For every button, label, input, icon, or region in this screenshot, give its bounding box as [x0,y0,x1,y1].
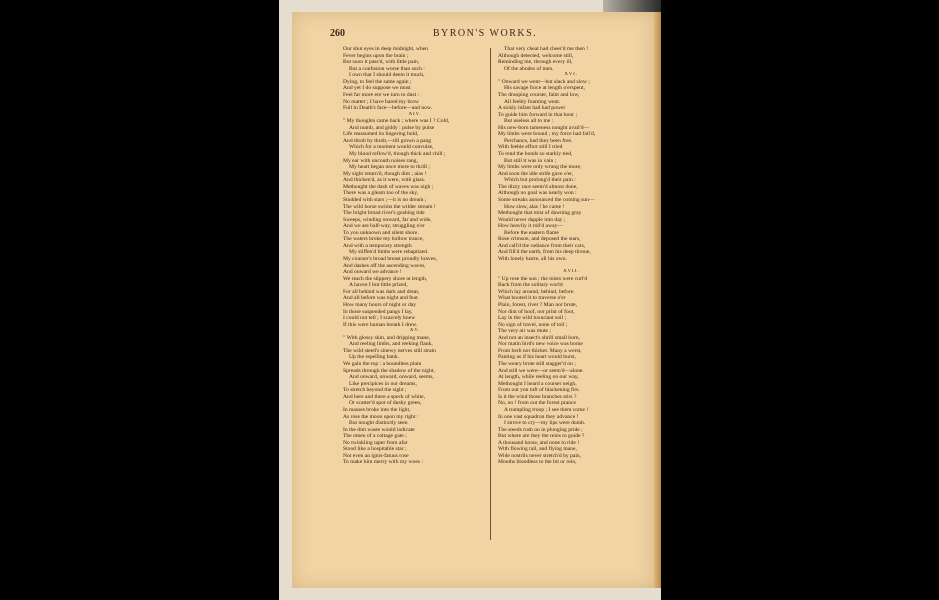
verse-line: But nought distinctly seen [349,420,408,427]
verse-line: A sickly infant had had power [498,105,566,112]
verse-line: How many hours of night or day [343,301,417,308]
verse-line: Methought the dash of waves was nigh ; [343,183,434,190]
verse-line: From out yon tuft of blackening firs. [498,387,580,394]
stanza-number: XV. [409,328,421,334]
verse-line: And call'd the radiance from their cars, [498,242,586,249]
verse-line: Which lay around, behind, before. [498,288,575,295]
verse-line: How heavily it roll'd away— [498,223,564,230]
verse-line: And with a temporary strength [343,242,412,249]
verse-line: My blood reflow'd, though thick and chill ; [349,151,446,157]
verse-line: If this were human breath I drew. [343,321,418,328]
verse-line: Panting as if his heart would burst, [498,354,576,361]
verse-line: In masses broke into the light, [343,406,411,413]
verse-line: Mouths bloodless to the bit or rein, [498,459,577,466]
verse-line: I could not tell ; I scarcely knew [343,315,416,322]
verse-line: And numb, and giddy : pulse by pulse [349,124,435,131]
verse-line: Nor dint of hoof, nor print of foot, [498,308,575,315]
verse-line: My sight return'd, though dim ; alas ! [343,170,427,177]
page-header [330,28,640,42]
verse-line: And yet I do suppose we must [343,85,411,92]
verse-line: His savage force at length o'erspent, [504,85,585,92]
verse-line: Stood like a hospitable star ; [343,446,407,453]
verse-line: Which for a moment would convulse, [349,144,434,151]
verse-line: And all before was night and fear. [343,295,419,302]
stanza-number: XVII. [563,269,579,275]
verse-line: The weary brute still stagger'd on ; [498,361,576,367]
verse-line: With flowing tail, and flying mane, [498,446,577,453]
verse-line: The bright broad river's gushing tide [343,210,425,217]
verse-line: To stretch beyond the sight ; [343,387,407,394]
verse-line: But soon it pass'd, with little pain, [343,59,420,66]
verse-line: No sign of travel, none of toil ; [498,321,568,328]
verse-line: In those suspended pangs I lay, [343,308,413,315]
verse-line: But still it was in vain ; [504,157,557,164]
verse-line: " Onward we went—but slack and slow ; [498,78,590,85]
verse-line: Although no goal was nearly won : [498,190,577,197]
verse-line: My stiffen'd limbs were rebaptized. [349,249,429,256]
verse-line: And reeling limbs, and reeking flank, [349,341,433,348]
verse-line: That very cheat had cheer'd me then ! [504,46,589,52]
verse-line: Full in Death's face—before—and now. [343,105,433,112]
verse-line: " With glossy skin, and dripping mane, [343,334,431,341]
verse-line: But where are they the reins to guide ? [498,433,585,440]
verse-line: Of the abodes of men. [504,65,554,72]
verse-line: There was a gleam too of the sky, [343,190,419,197]
verse-line: As rose the moon upon my right : [343,413,419,420]
page-number: 260 [330,28,345,39]
verse-line: Back from the solitary world [498,282,563,289]
verse-line: We reach the slippery shore at length, [343,275,428,282]
verse-line: Fever begins upon the brain ; [343,52,409,59]
verse-line: The drooping courser, faint and low, [498,91,580,98]
verse-line: No twinkling taper from afar [343,439,408,446]
verse-line: To make him merry with my woes : [343,459,423,466]
verse-line: But useless all to me : [504,118,554,125]
verse-line: I strove to cry—my lips were dumb. [504,420,586,427]
verse-line: Methought that mist of dawning gray [498,210,582,217]
verse-line: My limbs were only wrung the more, [498,164,582,171]
verse-line: A trampling troop ; I see them come ! [504,406,589,413]
verse-line: What booted it to traverse o'er [498,295,566,302]
verse-line: Before the eastern flame [504,229,559,236]
verse-line: Life reassumed its lingering hold, [343,131,419,138]
verse-line: Rose crimson, and deposed the stars, [498,236,581,243]
verse-line: Studded with stars ;—it is no dream ; [343,196,427,203]
verse-line: Plain, forest, river ? Man nor brute, [498,301,578,308]
verse-line: And dashes off the ascending waves, [343,262,426,269]
verse-line: No, no ! from out the forest prance [498,400,576,407]
verse-line: Like precipices in our dreams, [349,380,417,387]
verse-line: Our shut eyes in deep midnight, when [343,46,428,52]
verse-line: The dizzy race seem'd almost done, [498,183,578,190]
verse-line: Or scatter'd spot of dusky green, [349,400,422,407]
verse-line: And onward, onward, onward, seems, [349,374,434,381]
verse-line: My heart began once more to thrill ; [349,164,430,171]
verse-line: Lay in the wild luxuriant soil ; [498,315,567,322]
verse-line: At length, while reeling on our way, [498,374,579,381]
verse-line: My limbs were bound ; my force had fail'd, [498,131,596,138]
verse-line: To rend the bonds so starkly tied, [498,151,573,157]
verse-line: The steeds rush on in plunging pride ; [498,426,583,433]
verse-line: Would never dapple into day ; [498,216,566,223]
verse-line: The omen of a cottage gate ; [343,433,407,440]
verse-line: The waters broke my hollow trance, [343,236,424,243]
verse-line: From herb nor thicket. Many a werst, [498,347,582,354]
verse-line: The wild steed's sinewy nerves still strain [343,347,436,354]
verse-line: Methought I heard a courser neigh, [498,380,577,387]
verse-line: In one vast squadron they advance ! [498,413,579,420]
verse-line: And thicken'd, as it were, with glass. [343,177,426,184]
verse-line: And onward we advance ! [343,269,402,276]
verse-line: And here and there a speck of white, [343,393,426,400]
verse-line: To you unknown and silent shore. [343,229,419,236]
verse-line: Spreads through the shadow of the night, [343,367,435,374]
verse-line: And still we were—or seem'd—alone. [498,367,584,374]
verse-line: With feeble effort still I tried [498,144,563,151]
verse-line: A haven I but little prized, [349,282,408,289]
verse-line: Not even an ignis-fatuus rose [343,452,409,459]
column-divider [490,48,491,540]
verse-line: And not an insect's shrill small horn, [498,334,580,341]
verse-line: Dying, to feel the same again ; [343,78,412,85]
verse-line: Although detected, welcome still, [498,52,574,59]
verse-line: And we are half-way, struggling o'er [343,223,425,230]
verse-line: And soon the idle strife gave o'er, [498,170,574,177]
verse-line: A thousand horse, and none to ride ! [498,439,580,446]
stanza-number: XVI. [564,72,578,78]
verse-line: His new-born tameness nought avail'd— [498,124,590,131]
verse-line: " My thoughts came back ; where was I ? Cold, [343,118,450,125]
verse-line: To guide him forward in that hour ; [498,111,577,118]
verse-line: With lonely lustre, all his own. [498,256,567,262]
verse-line: For all behind was dark and drear, [343,288,420,295]
verse-line: All feebly foaming went. [504,98,561,105]
verse-line: How slow, alas ! he came ! [504,203,565,210]
verse-line: Which but prolong'd their pain : [504,177,576,184]
verse-line: Is it the wind those branches stirs ? [498,393,577,400]
running-title: BYRON'S WORKS. [432,28,538,39]
verse-line: My courser's broad breast proudly braves, [343,256,437,262]
verse-line: Reminding me, through every ill, [498,59,573,66]
verse-line: And throb by throb,—till grown a pang [343,137,432,144]
verse-line: No matter ; I have bared my brow [343,98,419,105]
page-edge [654,12,661,588]
verse-line: Feel far more ere we turn to dust : [343,91,420,98]
verse-line: And fill'd the earth, from his deep throne, [498,249,591,256]
verse-line: Wide nostrils never stretch'd by pain, [498,452,582,459]
verse-line: We gain the top : a boundless plain [343,361,422,367]
verse-line: Sweeps, winding onward, far and wide, [343,216,432,223]
verse-line: Up the repelling bank. [349,354,400,361]
verse-line: I own that I should deem it much, [349,72,425,79]
verse-line: Some streaks announced the coming sun— [498,196,595,203]
verse-line: The very air was mute ; [498,328,551,335]
verse-line: Nor matin bird's new voice was borne [498,341,583,348]
stanza-number: XIV. [408,111,422,117]
verse-line: Perchance, had they been free. [504,137,573,144]
verse-line: But a confusion worse than such : [349,65,425,72]
verse-line: In the dim waste would indicate [343,426,415,433]
left-column [343,46,487,546]
verse-line: My ear with uncouth noises rang, [343,157,418,164]
right-column [498,46,644,546]
verse-line: The wild horse swims the wilder stream ! [343,203,436,210]
verse-line: " Up rose the sun ; the mists were curl'd [498,275,588,282]
